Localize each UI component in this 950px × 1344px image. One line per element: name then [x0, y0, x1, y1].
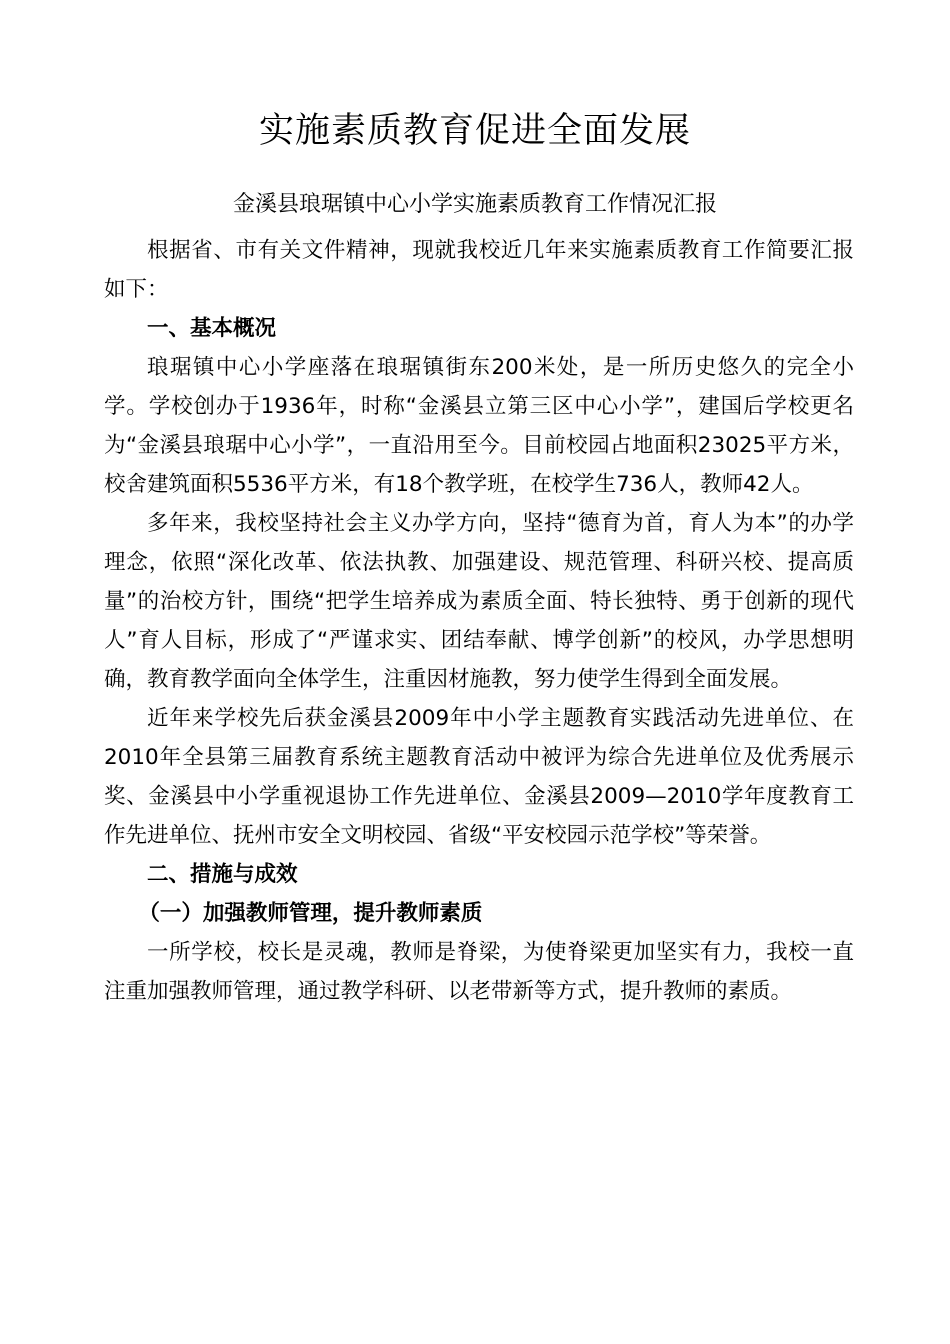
teacher-management-paragraph: 一所学校，校长是灵魂，教师是脊梁，为使脊梁更加坚实有力，我校一直注重加强教师管理，通过教学科研、以老带新等方式，提升教师的素质。 [104, 940, 854, 1004]
section-heading-overview: 一、基本概况 [147, 316, 277, 341]
intro-paragraph: 根据省、市有关文件精神，现就我校近几年来实施素质教育工作简要汇报如下： [104, 238, 854, 302]
subsection-heading-teacher-management: （一）加强教师管理，提升教师素质 [138, 901, 483, 926]
overview-paragraph-3: 近年来学校先后获金溪县2009年中小学主题教育实践活动先进单位、在2010年全县第三届教育系统主题教育活动中被评为综合先进单位及优秀展示奖、金溪县中小学重视退协工作先进单位、金溪县2009—2010学年度教育工作先进单位、抚州市安全文明校园、省级“平安校园示范学校”等荣誉。 [104, 706, 854, 848]
document-subtitle: 金溪县琅琚镇中心小学实施素质教育工作情况汇报 [232, 192, 717, 217]
overview-paragraph-2: 多年来，我校坚持社会主义办学方向，坚持“德育为首，育人为本”的办学理念，依照“深化改革、依法执教、加强建设、规范管理、科研兴校、提高质量”的治校方针，围绕“把学生培养成为素质全面、特长独特、勇于创新的现代人”育人目标，形成了“严谨求实、团结奉献、博学创新”的校风，办学思想明确，教育教学面向全体学生，注重因材施教，努力使学生得到全面发展。 [104, 511, 854, 692]
section-heading-measures: 二、措施与成效 [147, 862, 298, 887]
document-body [104, 231, 854, 1011]
document-title: 实施素质教育促进全面发展 [258, 111, 691, 151]
overview-paragraph-1: 琅琚镇中心小学座落在琅琚镇街东200米处，是一所历史悠久的完全小学。学校创办于1936年，时称“金溪县立第三区中心小学”，建国后学校更名为“金溪县琅琚中心小学”，一直沿用至今。目前校园占地面积23025平方米，校舍建筑面积5536平方米，有18个教学班，在校学生736人，教师42人。 [104, 355, 854, 497]
